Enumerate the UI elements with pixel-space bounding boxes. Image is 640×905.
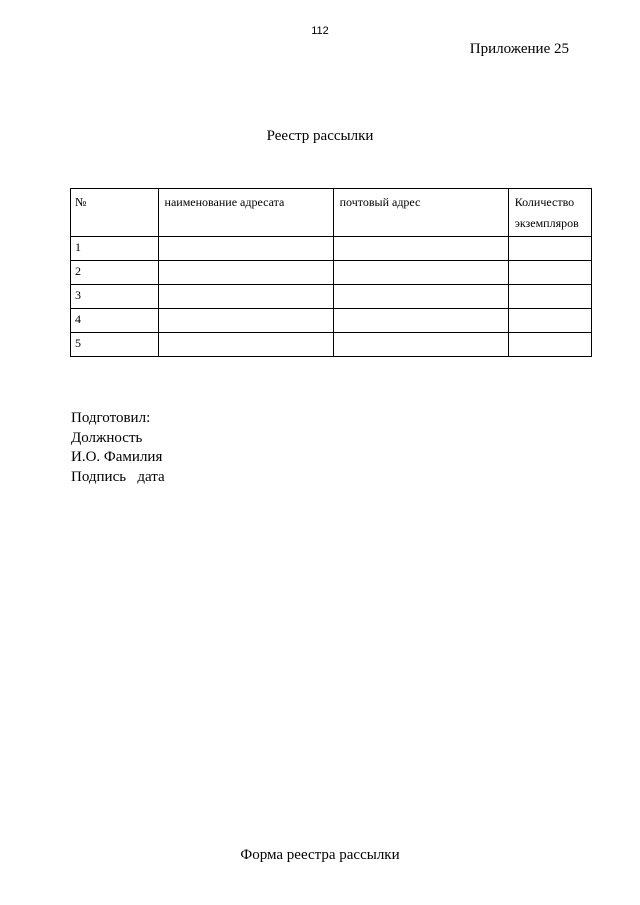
signature-block — [71, 409, 165, 487]
row-postal-address — [333, 237, 508, 261]
page-number: 112 — [311, 25, 329, 37]
table-row — [71, 261, 592, 285]
row-number: 2 — [71, 261, 159, 285]
position-label: Должность — [71, 429, 143, 446]
row-postal-address — [333, 333, 508, 357]
full-name-label: И.О. Фамилия — [71, 449, 163, 465]
table-row — [71, 309, 592, 333]
row-copies-count — [508, 333, 591, 357]
row-addressee-name — [158, 237, 333, 261]
row-addressee-name — [158, 333, 333, 357]
row-copies-count — [508, 261, 591, 285]
row-addressee-name — [158, 261, 333, 285]
table-row — [71, 237, 592, 261]
row-postal-address — [333, 309, 508, 333]
row-postal-address — [333, 285, 508, 309]
prepared-by-label: Подготовил: — [71, 410, 151, 426]
row-number: 4 — [71, 309, 159, 333]
header-number: № — [71, 189, 159, 237]
table-row — [71, 285, 592, 309]
header-postal-address: почтовый адрес — [333, 189, 508, 237]
header-copies-line1: Количество — [514, 195, 575, 209]
form-caption: Форма реестра рассылки — [240, 847, 400, 863]
table-header-row — [71, 189, 592, 237]
document-title: Реестр рассылки — [266, 128, 374, 144]
header-addressee-name: наименование адресата — [158, 189, 333, 237]
row-copies-count — [508, 309, 591, 333]
row-postal-address — [333, 261, 508, 285]
registry-table — [70, 188, 592, 357]
row-number: 3 — [71, 285, 159, 309]
appendix-label: Приложение 25 — [469, 41, 569, 57]
row-number: 1 — [71, 237, 159, 261]
row-number: 5 — [71, 333, 159, 357]
row-addressee-name — [158, 285, 333, 309]
row-copies-count — [508, 285, 591, 309]
table-row — [71, 333, 592, 357]
header-copies-count — [508, 189, 591, 237]
row-addressee-name — [158, 309, 333, 333]
header-copies-line2: экземпляров — [514, 216, 579, 230]
row-copies-count — [508, 237, 591, 261]
signature-date-label: Подпись дата — [71, 468, 165, 485]
